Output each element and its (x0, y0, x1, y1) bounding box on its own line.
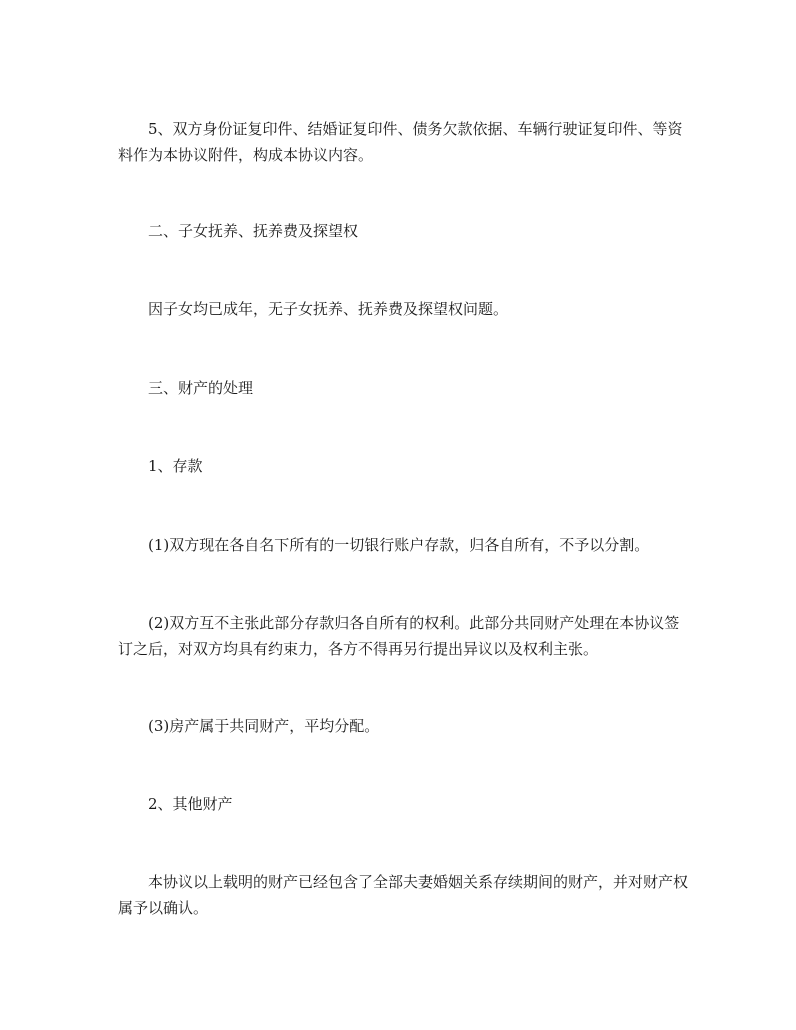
paragraph-property-confirmation: 本协议以上载明的财产已经包含了全部夫妻婚姻关系存续期间的财产，并对财产权属予以确认。 (118, 873, 689, 917)
paragraph-attachments: 5、双方身份证复印件、结婚证复印件、债务欠款依据、车辆行驶证复印件、等资料作为本协议附件，构成本协议内容。 (118, 120, 683, 164)
section-heading-property: 三、财产的处理 (148, 379, 254, 397)
paragraph-deposit-item-3: (3)房产属于共同财产，平均分配。 (148, 717, 380, 735)
section-heading-child-support: 二、子女抚养、抚养费及探望权 (148, 222, 359, 240)
paragraph-children-adult: 因子女均已成年，无子女抚养、抚养费及探望权问题。 (148, 300, 509, 318)
paragraph-deposit-item-2: (2)双方互不主张此部分存款归各自所有的权利。此部分共同财产处理在本协议签订之后，对双方均具有约束力，各方不得再另行提出异议以及权利主张。 (118, 614, 680, 658)
paragraph-deposit-item-1: (1)双方现在各自名下所有的一切银行账户存款，归各自所有，不予以分割。 (148, 536, 650, 554)
subheading-other-property: 2、其他财产 (148, 795, 233, 813)
subheading-deposits: 1、存款 (148, 457, 203, 475)
